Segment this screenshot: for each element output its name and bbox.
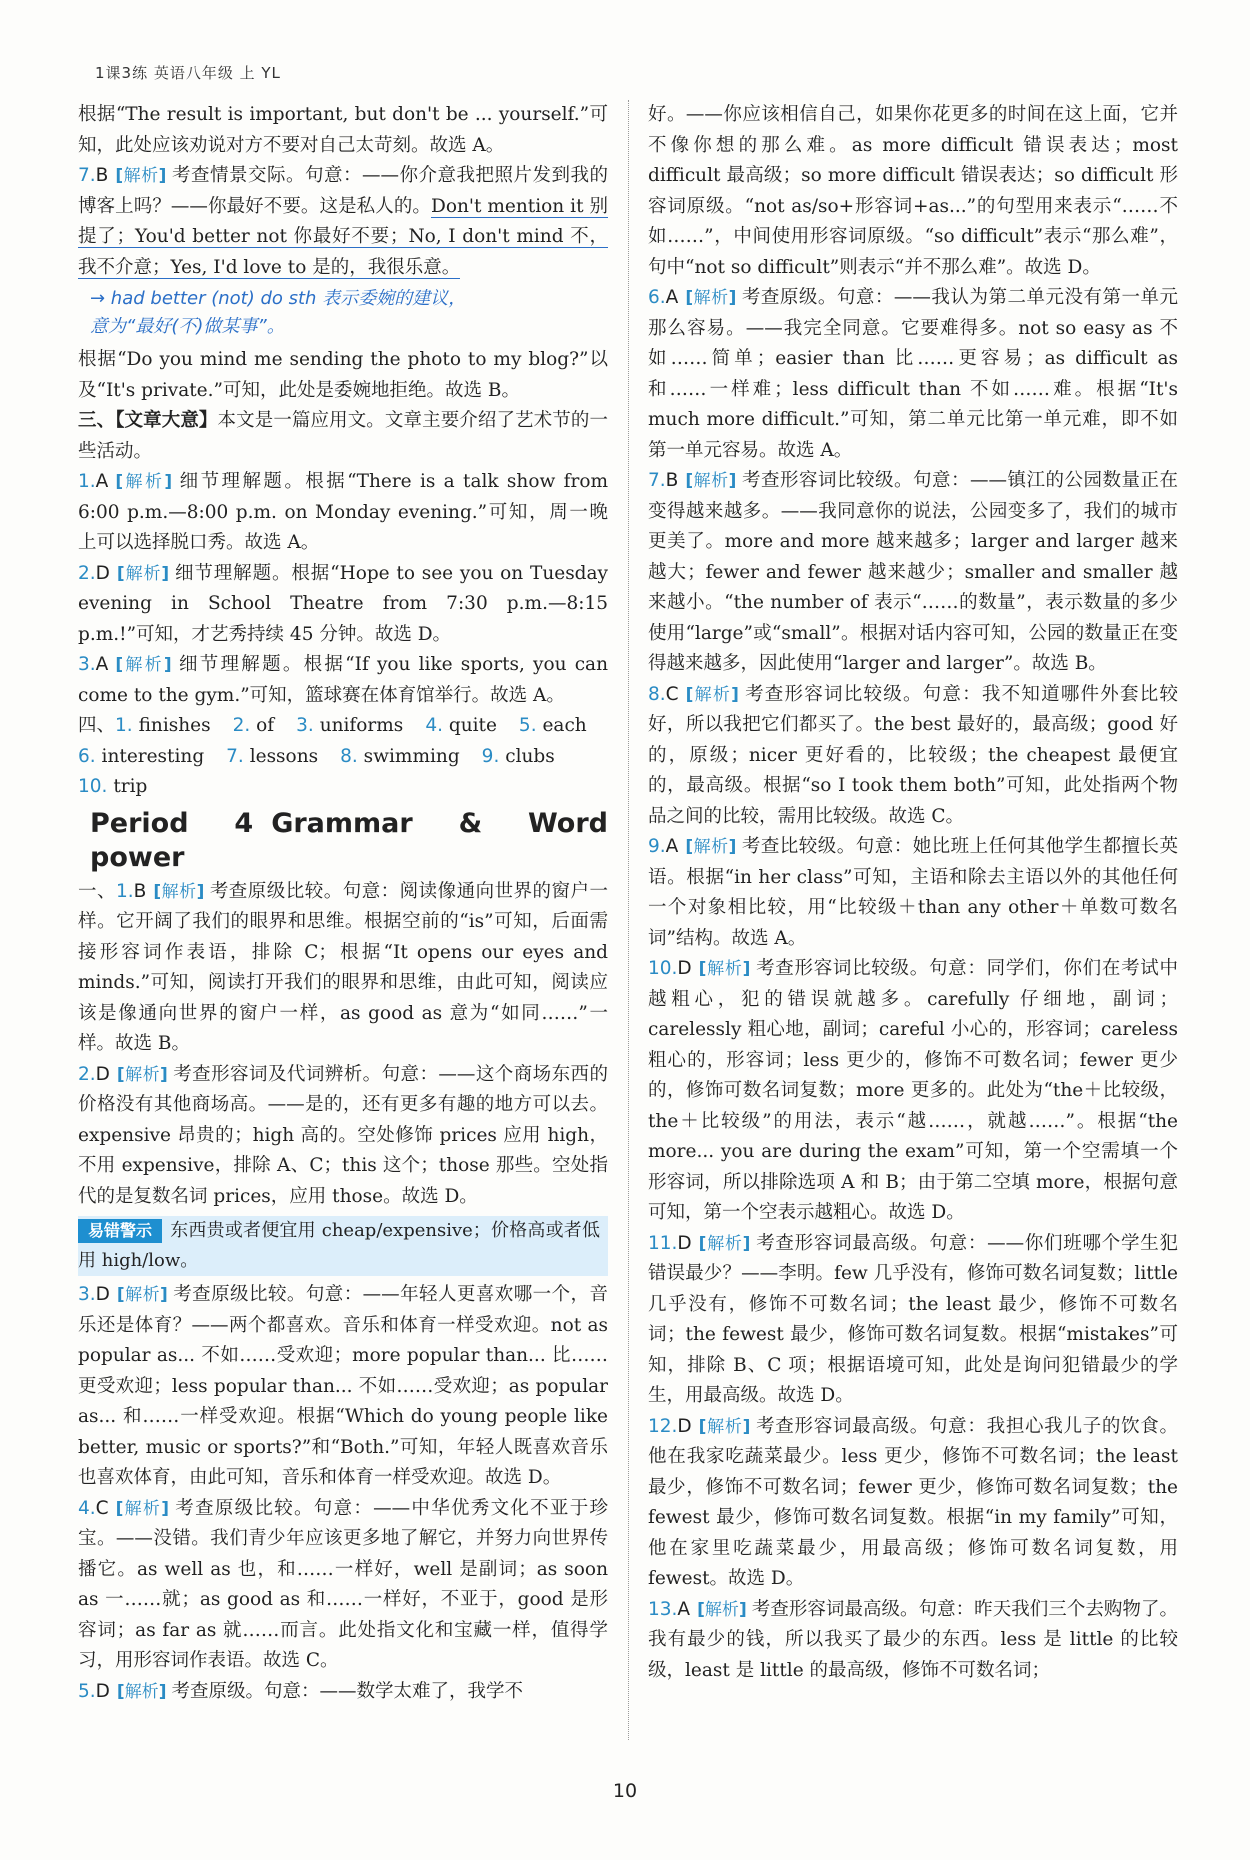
answer-item (648, 283, 1178, 466)
analysis-tag: [解析] (115, 1498, 169, 1519)
item-text: 考查情景交际。句意：——你介意我把照片发到我的博客上吗？——你最好不要。这是私人的。 (78, 165, 608, 217)
item-number: 2. (78, 1063, 96, 1085)
answer-paragraph: 好。——你应该相信自己，如果你花更多的时间在这上面，它并不像你想的那么难。as more difficult 错误表达；most difficult 最高级；so more difficult 错误表达；so difficult 形容词原级。“not as/so+形容词+as...”的句型用来表示“……不如……”，中间使用形容词原级。“so difficult”表示“那么难”，句中“not so difficult”则表示“并不那么难”。故选 D。 (648, 104, 1178, 278)
item-text: 考查形容词比较级。句意：——镇江的公园数量正在变得越来越多。——我同意你的说法，公园变多了，我们的城市更美了。more and more 越来越多；larger and larger 越来越大；fewer and fewer 越来越少；smaller and smaller 越来越小。“the number of 表示“……的数量”，表示数量的多少使用“large”或“small”。根据对话内容可知，公园的数量正在变得越来越多，因此使用“larger and larger”。故选 B。 (648, 470, 1178, 674)
analysis-tag: [解析] (116, 1285, 168, 1305)
item-text: 考查形容词最高级。句意：——你们班哪个学生犯错误最少？——李明。few 几乎没有，修饰可数名词复数；little 几乎没有，修饰不可数名词；the least 最少，修饰不可数名词；the fewest 最少，修饰可数名词复数。根据“mistakes”可知，排除 B、C 项；根据语境可知，此处是询问犯错最少的学生，用最高级。故选 D。 (648, 1232, 1178, 1406)
item-text: 考查原级。句意：——我认为第二单元没有第一单元那么容易。——我完全同意。它要难得多。not so easy as 不如……简单；easier than 比……更容易；as difficult as 和……一样难；less difficult than 不如……难。根据“It's much more difficult.”可知，第二单元比第一单元难，即不如第一单元容易。故选 A。 (648, 287, 1178, 461)
fill-answer: 7. lessons (226, 745, 319, 767)
item-answer: D (95, 562, 110, 584)
item-answer: D (95, 1063, 110, 1085)
answer-item (78, 467, 608, 559)
column-divider (628, 100, 629, 1740)
section-label: 一、 (78, 880, 116, 902)
error-warning-box (78, 1216, 608, 1276)
item-answer: A (665, 836, 679, 857)
analysis-tag: [解析] (698, 1416, 751, 1437)
item-number: 1. (78, 471, 96, 492)
analysis-tag: [解析] (697, 1599, 747, 1620)
section-four-answers (78, 711, 608, 803)
item-answer: A (95, 471, 109, 492)
item-number: 10. (648, 958, 678, 979)
answer-item (78, 1280, 608, 1494)
item-number: 6. (648, 287, 666, 308)
item-number: 1. (115, 880, 134, 902)
answer-item (648, 466, 1178, 680)
item-text: 细节理解题。根据“Hope to see you on Tuesday evening in School Theatre from 7:30 p.m.—8:15 p.m.!”可知，才艺秀持续 45 分钟。故选 D。 (78, 562, 609, 645)
period-label: Period 4 (90, 807, 254, 839)
page-number: 10 (612, 1780, 638, 1802)
item-answer: D (677, 1232, 692, 1254)
item-answer: A (665, 287, 679, 308)
section-label: 四、 (78, 715, 116, 736)
item-text: 考查形容词最高级。句意：昨天我们三个去购物了。我有最少的钱，所以我买了最少的东西。less 是 little 的比较级，least 是 little 的最高级，修饰不可数名词； (648, 1598, 1178, 1681)
fill-answer: 3. uniforms (296, 715, 404, 736)
analysis-tag: [解析] (115, 166, 167, 186)
handwritten-note (78, 285, 608, 341)
item-number: 8. (648, 683, 666, 705)
fill-answer: 2. of (232, 715, 275, 736)
item-number: 3. (78, 654, 96, 675)
analysis-tag: [解析] (116, 1681, 167, 1702)
warning-label: 易错警示 (78, 1219, 162, 1243)
analysis-tag: [解析] (153, 881, 205, 902)
answer-item (78, 559, 608, 651)
answer-paragraph: 根据“Do you mind me sending the photo to my blog?”以及“It's private.”可知，此处是委婉地拒绝。故选 B。 (78, 349, 608, 401)
fill-answer: 4. quite (425, 715, 497, 736)
answer-item (648, 1412, 1178, 1595)
analysis-tag: [解析] (116, 1064, 168, 1085)
answer-item (78, 877, 608, 1060)
answer-item (78, 1677, 608, 1708)
item-answer: B (95, 165, 109, 186)
answer-paragraph: 根据“The result is important, but don't be ... yourself.”可知，此处应该劝说对方不要对自己太苛刻。故选 A。 (78, 104, 608, 156)
analysis-tag: [解析] (685, 837, 737, 857)
item-text: 考查比较级。句意：她比班上任何其他学生都擅长英语。根据“in her class”可知，主语和除去主语以外的其他任何一个对象相比较，用“比较级＋than any other＋单数可数名词”结构。故选 A。 (648, 836, 1179, 949)
answer-item (78, 1060, 608, 1213)
fill-answer: 10. trip (78, 776, 148, 797)
handwritten-note-line: 意为“最好(不)做某事”。 (90, 316, 285, 337)
fill-answer: 9. clubs (481, 745, 555, 767)
analysis-tag: [解析] (115, 655, 172, 675)
analysis-tag: [解析] (698, 959, 751, 979)
item-text: 考查形容词比较级。句意：我不知道哪件外套比较好，所以我把它们都买了。the best 最好的，最高级；good 好的，原级；nicer 更好看的，比较级；the cheapest 最便宜的，最高级。根据“so I took them both”可知，此处指两个物品之间的比较，需用比较级。故选 C。 (648, 683, 1178, 827)
handwritten-underline-text: Don't mention it 别提了；You'd better not 你最好不要；No, I don't mind 不，我不介意；Yes, I'd love to 是的，我很乐意。 (78, 195, 608, 278)
item-number: 3. (78, 1284, 96, 1305)
section-three-summary (78, 406, 608, 467)
left-column (78, 100, 608, 1707)
item-answer: D (677, 958, 692, 979)
analysis-tag: [解析] (685, 684, 739, 705)
page-header: 1课3练 英语八年级 上 YL (95, 64, 281, 82)
right-column (648, 100, 1178, 1686)
item-text: 细节理解题。根据“There is a talk show from 6:00 p.m.—8:00 p.m. on Monday evening.”可知，周一晚上可以选择脱口秀。故选 A。 (78, 471, 609, 553)
analysis-tag: [解析] (115, 472, 173, 492)
item-number: 9. (648, 836, 666, 857)
item-text: 考查形容词及代词辨析。句意：——这个商场东西的价格没有其他商场高。——是的，还有更多有趣的地方可以去。expensive 昂贵的；high 高的。空处修饰 prices 应用 high，不用 expensive，排除 A、C；this 这个；those 那些。空处指代的是复数名词 prices，应用 those。故选 D。 (78, 1063, 608, 1207)
item-text: 考查原级比较。句意：——年轻人更喜欢哪一个，音乐还是体育？——两个都喜欢。音乐和体育一样受欢迎。not as popular as... 不如……受欢迎；more popular than... 比……更受欢迎；less popular than... 不如……受欢迎；as popular as... 和……一样受欢迎。根据“Which do young people like better, music or sports?”和“Both.”可知，年轻人既喜欢音乐也喜欢体育，由此可知，音乐和体育一样受欢迎。故选 D。 (78, 1284, 608, 1488)
section-label: 三、【文章大意】 (78, 410, 218, 431)
answer-item (78, 650, 608, 711)
item-answer: D (677, 1415, 692, 1437)
period-title: Grammar & Word power (90, 807, 608, 873)
item-answer: C (95, 1497, 109, 1519)
answer-item (648, 954, 1178, 1229)
item-text: 考查原级。句意：——数学太难了，我学不 (171, 1680, 523, 1702)
item-number: 11. (648, 1232, 678, 1254)
fill-answer: 6. interesting (78, 745, 205, 767)
item-text: 考查形容词比较级。句意：同学们，你们在考试中越粗心，犯的错误就越多。carefully 仔细地，副词；carelessly 粗心地，副词；careful 小心的，形容词；careless 粗心的，形容词；less 更少的，修饰不可数名词；fewer 更少的，修饰可数名词复数；more 更多的。此处为“the＋比较级，the＋比较级”的用法，表示“越……，就越……”。根据“the more... you are during the exam”可知，第一个空需填一个形容词，所以排除选项 A 和 B；由于第二空填 more，根据句意可知，第一个空表示越粗心。故选 D。 (648, 958, 1178, 1223)
item-answer: A (95, 654, 109, 675)
item-number: 5. (78, 1680, 96, 1702)
warning-text: 东西贵或者便宜用 cheap/expensive；价格高或者低用 high/low。 (78, 1220, 600, 1271)
answer-item (648, 680, 1178, 833)
item-answer: B (665, 470, 679, 491)
item-answer: D (95, 1284, 110, 1305)
handwritten-note-line: → had better (not) do sth 表示委婉的建议， (90, 288, 467, 309)
analysis-tag: [解析] (685, 471, 737, 491)
item-text: 考查原级比较。句意：——中华优秀文化不亚于珍宝。——没错。我们青少年应该更多地了解它，并努力向世界传播它。as well as 也，和……一样好，well 是副词；as soon as 一……就；as good as 和……一样好，不亚于，good 是形容词；as far as 就……而言。此处指文化和宝藏一样，值得学习，用形容词作表语。故选 C。 (78, 1497, 608, 1671)
item-number: 13. (648, 1598, 678, 1620)
answer-item (78, 1494, 608, 1677)
item-text: 考查形容词最高级。句意：我担心我儿子的饮食。他在我家吃蔬菜最少。less 更少，修饰不可数名词；the least 最少，修饰不可数名词；fewer 更少，修饰可数名词复数；the fewest 最少，修饰可数名词复数。根据“in my family”可知，他在家里吃蔬菜最少，用最高级；修饰可数名词复数，用 fewest。故选 D。 (648, 1415, 1178, 1589)
item-answer: C (665, 683, 679, 705)
fill-answer: 8. swimming (340, 745, 460, 767)
item-number: 12. (648, 1415, 678, 1437)
section-text: 本文是一篇应用文。文章主要介绍了艺术节的一些活动。 (78, 410, 608, 462)
answer-item (648, 1595, 1178, 1687)
analysis-tag: [解析] (116, 563, 170, 584)
answer-item (648, 832, 1178, 954)
item-number: 2. (78, 562, 96, 584)
fill-answer: 1. finishes (115, 715, 211, 736)
answer-item-7 (78, 161, 608, 283)
item-text: 细节理解题。根据“If you like sports, you can come to the gym.”可知，篮球赛在体育馆举行。故选 A。 (78, 654, 608, 706)
item-answer: A (677, 1598, 691, 1620)
item-number: 7. (648, 470, 666, 491)
analysis-tag: [解析] (698, 1233, 751, 1254)
item-number: 4. (78, 1497, 96, 1519)
answer-item (648, 1229, 1178, 1412)
period-heading (90, 807, 608, 875)
item-number: 7. (78, 165, 96, 186)
item-answer: B (133, 880, 147, 902)
item-text: 考查原级比较。句意：阅读像通向世界的窗户一样。它开阔了我们的眼界和思维。根据空前的“is”可知，后面需接形容词作表语，排除 C；根据“It opens our eyes and minds.”可知，阅读打开我们的眼界和思维，由此可知，阅读应该是像通向世界的窗户一样，as good as 意为“如同……”一样。故选 B。 (78, 880, 608, 1054)
analysis-tag: [解析] (685, 288, 737, 308)
fill-answer: 5. each (518, 715, 587, 736)
item-answer: D (95, 1680, 110, 1702)
